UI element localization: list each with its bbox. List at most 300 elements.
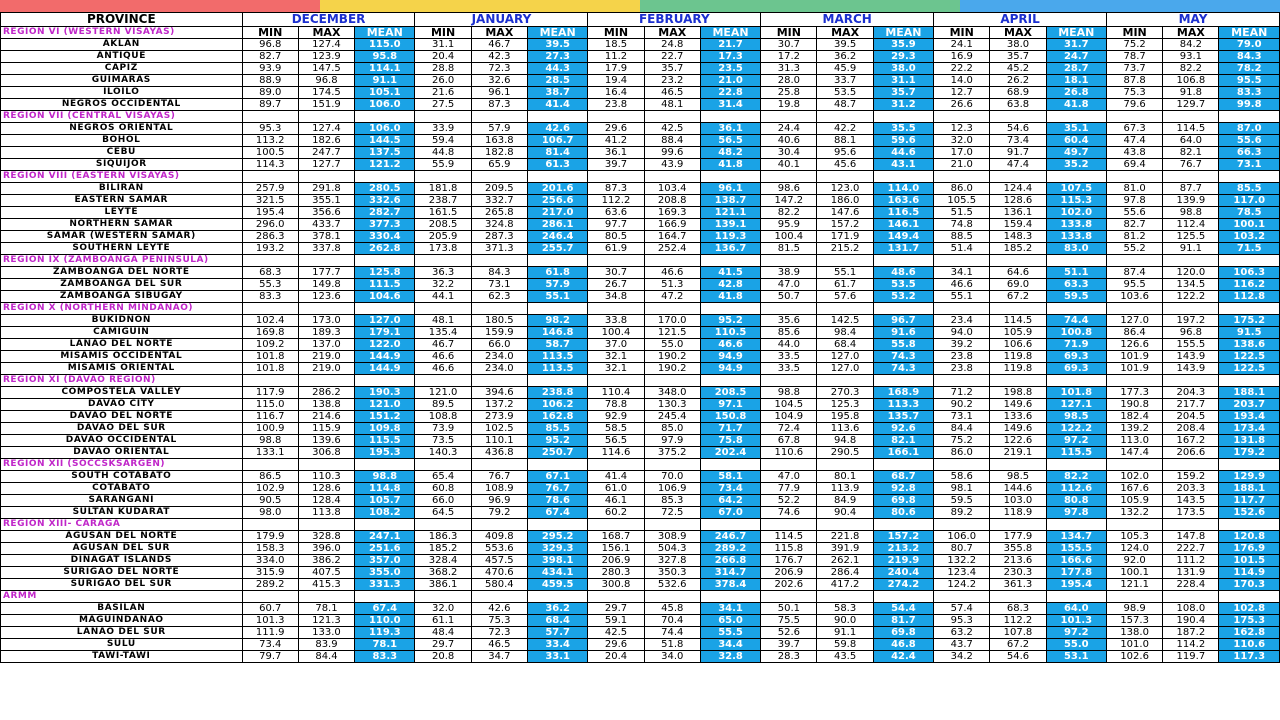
min-cell: 94.0: [934, 327, 990, 339]
max-cell: 47.2: [644, 291, 700, 303]
mean-cell: 357.0: [355, 555, 415, 567]
max-cell: 182.6: [298, 135, 354, 147]
mean-cell: 31.4: [700, 99, 760, 111]
mean-cell: 84.3: [1219, 51, 1280, 63]
max-cell: 180.5: [471, 315, 527, 327]
max-cell: 143.9: [1163, 363, 1219, 375]
max-header: MAX: [817, 27, 873, 39]
blank-cell: [990, 255, 1046, 267]
province-name: LANAO DEL SUR: [1, 627, 243, 639]
blank-cell: [242, 591, 298, 603]
table-row: [1, 639, 1280, 651]
min-cell: 100.9: [242, 423, 298, 435]
min-cell: 87.8: [1107, 75, 1163, 87]
min-cell: 101.9: [1107, 363, 1163, 375]
mean-cell: 44.6: [873, 147, 933, 159]
max-cell: 355.8: [990, 543, 1046, 555]
month-header: DECEMBER: [242, 13, 415, 27]
blank-cell: [817, 591, 873, 603]
table-row: [1, 99, 1280, 111]
blank-cell: [761, 255, 817, 267]
blank-cell: [355, 591, 415, 603]
max-cell: 102.5: [471, 423, 527, 435]
blank-cell: [873, 303, 933, 315]
max-cell: 245.4: [644, 411, 700, 423]
table-row: [1, 183, 1280, 195]
max-cell: 83.9: [298, 639, 354, 651]
blank-cell: [934, 375, 990, 387]
region-label: REGION VII (CENTRAL VISAYAS): [1, 111, 243, 123]
mean-cell: 26.8: [1046, 87, 1106, 99]
province-name: SURIGAO DEL NORTE: [1, 567, 243, 579]
mean-cell: 94.9: [700, 351, 760, 363]
min-cell: 97.7: [588, 219, 644, 231]
max-cell: 127.0: [817, 351, 873, 363]
mean-cell: 168.9: [873, 387, 933, 399]
max-cell: 138.8: [298, 399, 354, 411]
min-cell: 55.9: [415, 159, 471, 171]
min-cell: 20.4: [415, 51, 471, 63]
min-cell: 124.0: [1107, 543, 1163, 555]
min-cell: 100.5: [242, 147, 298, 159]
min-cell: 23.8: [934, 363, 990, 375]
blank-cell: [588, 111, 644, 123]
max-cell: 415.3: [298, 579, 354, 591]
max-cell: 76.7: [471, 471, 527, 483]
max-cell: 214.6: [298, 411, 354, 423]
mean-cell: 238.8: [527, 387, 587, 399]
table-row: [1, 411, 1280, 423]
max-cell: 65.9: [471, 159, 527, 171]
month-header: APRIL: [934, 13, 1107, 27]
max-cell: 55.1: [817, 267, 873, 279]
mean-cell: 33.4: [527, 639, 587, 651]
mean-cell: 55.5: [700, 627, 760, 639]
max-cell: 84.4: [298, 651, 354, 663]
table-row: [1, 567, 1280, 579]
min-cell: 101.0: [1107, 639, 1163, 651]
min-cell: 167.6: [1107, 483, 1163, 495]
blank-cell: [817, 303, 873, 315]
min-cell: 55.6: [1107, 207, 1163, 219]
min-cell: 59.4: [415, 135, 471, 147]
mean-cell: 255.7: [527, 243, 587, 255]
mean-cell: 21.0: [700, 75, 760, 87]
min-cell: 52.2: [761, 495, 817, 507]
max-cell: 94.8: [817, 435, 873, 447]
table-row: [1, 231, 1280, 243]
blank-cell: [1046, 171, 1106, 183]
min-cell: 61.9: [588, 243, 644, 255]
min-cell: 30.4: [761, 147, 817, 159]
blank-cell: [471, 459, 527, 471]
max-cell: 51.3: [644, 279, 700, 291]
min-cell: 52.6: [761, 627, 817, 639]
min-cell: 182.4: [1107, 411, 1163, 423]
mean-cell: 85.5: [1219, 183, 1280, 195]
mean-cell: 331.3: [355, 579, 415, 591]
mean-cell: 155.5: [1046, 543, 1106, 555]
min-cell: 98.6: [761, 183, 817, 195]
mean-cell: 53.1: [1046, 651, 1106, 663]
mean-cell: 64.0: [1046, 603, 1106, 615]
min-cell: 126.6: [1107, 339, 1163, 351]
province-name: DAVAO DEL NORTE: [1, 411, 243, 423]
mean-cell: 266.8: [700, 555, 760, 567]
blank-cell: [934, 255, 990, 267]
province-name: DAVAO ORIENTAL: [1, 447, 243, 459]
min-cell: 286.3: [242, 231, 298, 243]
blank-cell: [700, 459, 760, 471]
mean-cell: 48.6: [873, 267, 933, 279]
max-cell: 137.0: [298, 339, 354, 351]
max-cell: 123.6: [298, 291, 354, 303]
region-label: REGION XII (SOCCSKSARGEN): [1, 459, 243, 471]
min-cell: 96.8: [242, 39, 298, 51]
province-name: SIQUIJOR: [1, 159, 243, 171]
table-row: [1, 159, 1280, 171]
province-name: DAVAO DEL SUR: [1, 423, 243, 435]
max-cell: 64.6: [990, 267, 1046, 279]
max-cell: 115.9: [298, 423, 354, 435]
max-cell: 332.7: [471, 195, 527, 207]
province-name: LEYTE: [1, 207, 243, 219]
mean-cell: 203.7: [1219, 399, 1280, 411]
min-cell: 82.2: [761, 207, 817, 219]
blank-cell: [1046, 375, 1106, 387]
min-cell: 43.7: [934, 639, 990, 651]
max-cell: 234.0: [471, 363, 527, 375]
min-cell: 74.8: [934, 219, 990, 231]
province-name: COMPOSTELA VALLEY: [1, 387, 243, 399]
mean-cell: 177.8: [1046, 567, 1106, 579]
max-cell: 120.0: [1163, 267, 1219, 279]
max-cell: 113.9: [817, 483, 873, 495]
mean-cell: 355.0: [355, 567, 415, 579]
mean-cell: 83.3: [355, 651, 415, 663]
table-row: [1, 63, 1280, 75]
mean-cell: 41.8: [700, 159, 760, 171]
blank-cell: [471, 375, 527, 387]
max-cell: 38.0: [990, 39, 1046, 51]
max-cell: 45.6: [817, 159, 873, 171]
mean-cell: 219.9: [873, 555, 933, 567]
min-cell: 39.7: [588, 159, 644, 171]
table-row: [1, 423, 1280, 435]
min-cell: 296.0: [242, 219, 298, 231]
blank-cell: [471, 591, 527, 603]
min-cell: 32.1: [588, 351, 644, 363]
min-cell: 87.4: [1107, 267, 1163, 279]
blank-cell: [1163, 171, 1219, 183]
max-cell: 128.4: [298, 495, 354, 507]
mean-cell: 95.2: [700, 315, 760, 327]
blank-cell: [527, 459, 587, 471]
min-cell: 21.0: [934, 159, 990, 171]
min-cell: 41.4: [588, 471, 644, 483]
table-row: [1, 339, 1280, 351]
max-cell: 54.6: [990, 123, 1046, 135]
min-cell: 29.7: [415, 639, 471, 651]
mean-cell: 51.1: [1046, 267, 1106, 279]
max-cell: 270.3: [817, 387, 873, 399]
max-cell: 64.0: [1163, 135, 1219, 147]
mean-cell: 31.7: [1046, 39, 1106, 51]
mean-cell: 175.3: [1219, 615, 1280, 627]
blank-cell: [527, 255, 587, 267]
max-cell: 42.2: [817, 123, 873, 135]
max-cell: 327.8: [644, 555, 700, 567]
max-cell: 123.9: [298, 51, 354, 63]
min-cell: 23.8: [934, 351, 990, 363]
mean-cell: 113.5: [527, 351, 587, 363]
mean-cell: 262.8: [355, 243, 415, 255]
min-header: MIN: [242, 27, 298, 39]
min-cell: 40.6: [761, 135, 817, 147]
blank-cell: [242, 459, 298, 471]
mean-cell: 97.8: [1046, 507, 1106, 519]
mean-cell: 246.4: [527, 231, 587, 243]
max-cell: 111.2: [1163, 555, 1219, 567]
mean-cell: 107.5: [1046, 183, 1106, 195]
min-cell: 47.0: [761, 279, 817, 291]
mean-cell: 78.5: [1219, 207, 1280, 219]
min-cell: 77.9: [761, 483, 817, 495]
province-name: ANTIQUE: [1, 51, 243, 63]
min-cell: 20.8: [415, 651, 471, 663]
mean-cell: 149.4: [873, 231, 933, 243]
max-cell: 114.5: [990, 315, 1046, 327]
region-label: ARMM: [1, 591, 243, 603]
min-cell: 39.2: [934, 339, 990, 351]
blank-cell: [1107, 303, 1163, 315]
mean-header: MEAN: [873, 27, 933, 39]
max-cell: 125.3: [817, 399, 873, 411]
max-cell: 110.1: [471, 435, 527, 447]
color-top-bar: [0, 0, 1280, 12]
max-cell: 106.9: [644, 483, 700, 495]
blank-cell: [700, 171, 760, 183]
blank-cell: [644, 375, 700, 387]
mean-cell: 81.7: [873, 615, 933, 627]
mean-cell: 111.5: [355, 279, 415, 291]
month-header: FEBRUARY: [588, 13, 761, 27]
mean-cell: 247.1: [355, 531, 415, 543]
min-cell: 29.6: [588, 123, 644, 135]
min-cell: 80.7: [934, 543, 990, 555]
max-cell: 110.3: [298, 471, 354, 483]
max-cell: 114.5: [1163, 123, 1219, 135]
mean-cell: 150.8: [700, 411, 760, 423]
min-cell: 73.5: [415, 435, 471, 447]
province-name: EASTERN SAMAR: [1, 195, 243, 207]
min-cell: 121.1: [1107, 579, 1163, 591]
mean-cell: 110.6: [1219, 639, 1280, 651]
mean-cell: 83.3: [1219, 87, 1280, 99]
blank-cell: [644, 519, 700, 531]
min-cell: 139.2: [1107, 423, 1163, 435]
min-cell: 69.4: [1107, 159, 1163, 171]
max-cell: 34.7: [471, 651, 527, 663]
blank-cell: [817, 171, 873, 183]
mean-cell: 29.3: [873, 51, 933, 63]
mean-cell: 121.1: [700, 207, 760, 219]
max-cell: 45.8: [644, 603, 700, 615]
min-cell: 31.1: [415, 39, 471, 51]
min-cell: 26.0: [415, 75, 471, 87]
mean-cell: 98.8: [355, 471, 415, 483]
mean-cell: 91.6: [873, 327, 933, 339]
province-name: NEGROS ORIENTAL: [1, 123, 243, 135]
max-cell: 121.3: [298, 615, 354, 627]
mean-cell: 60.4: [1046, 135, 1106, 147]
mean-cell: 100.1: [1219, 219, 1280, 231]
mean-cell: 119.3: [355, 627, 415, 639]
mean-cell: 98.2: [527, 315, 587, 327]
min-cell: 25.8: [761, 87, 817, 99]
blank-cell: [242, 111, 298, 123]
table-row: [1, 207, 1280, 219]
blank-cell: [873, 591, 933, 603]
blank-cell: [415, 459, 471, 471]
mean-cell: 41.4: [527, 99, 587, 111]
mean-cell: 282.7: [355, 207, 415, 219]
mean-cell: 91.5: [1219, 327, 1280, 339]
max-cell: 106.6: [990, 339, 1046, 351]
max-cell: 291.8: [298, 183, 354, 195]
blank-cell: [298, 171, 354, 183]
mean-cell: 134.7: [1046, 531, 1106, 543]
min-cell: 65.4: [415, 471, 471, 483]
max-cell: 532.6: [644, 579, 700, 591]
mean-cell: 115.5: [1046, 447, 1106, 459]
max-cell: 219.0: [298, 351, 354, 363]
blank-cell: [355, 375, 415, 387]
min-cell: 89.0: [242, 87, 298, 99]
max-cell: 287.3: [471, 231, 527, 243]
province-name: SOUTHERN LEYTE: [1, 243, 243, 255]
min-cell: 67.3: [1107, 123, 1163, 135]
mean-cell: 43.1: [873, 159, 933, 171]
min-cell: 113.0: [1107, 435, 1163, 447]
min-cell: 88.5: [934, 231, 990, 243]
max-cell: 206.6: [1163, 447, 1219, 459]
min-cell: 60.8: [415, 483, 471, 495]
region-label: REGION VI (WESTERN VISAYAS): [1, 27, 243, 39]
table-row: [1, 483, 1280, 495]
max-cell: 133.0: [298, 627, 354, 639]
max-cell: 84.2: [1163, 39, 1219, 51]
max-cell: 151.9: [298, 99, 354, 111]
blank-cell: [644, 255, 700, 267]
mean-cell: 129.9: [1219, 471, 1280, 483]
max-cell: 106.8: [1163, 75, 1219, 87]
blank-cell: [415, 375, 471, 387]
min-cell: 60.2: [588, 507, 644, 519]
min-cell: 124.2: [934, 579, 990, 591]
min-cell: 32.0: [415, 603, 471, 615]
mean-header: MEAN: [700, 27, 760, 39]
mean-cell: 66.3: [1219, 147, 1280, 159]
blank-cell: [700, 111, 760, 123]
min-header: MIN: [934, 27, 990, 39]
max-cell: 371.3: [471, 243, 527, 255]
max-cell: 118.9: [990, 507, 1046, 519]
mean-cell: 201.6: [527, 183, 587, 195]
blank-cell: [761, 459, 817, 471]
blank-cell: [471, 519, 527, 531]
min-cell: 44.1: [415, 291, 471, 303]
max-cell: 394.6: [471, 387, 527, 399]
blank-cell: [934, 303, 990, 315]
min-cell: 92.9: [588, 411, 644, 423]
mean-cell: 217.0: [527, 207, 587, 219]
min-cell: 195.4: [242, 207, 298, 219]
max-cell: 47.4: [990, 159, 1046, 171]
min-cell: 17.0: [934, 147, 990, 159]
region-label: REGION XI (DAVAO REGION): [1, 375, 243, 387]
mean-cell: 146.8: [527, 327, 587, 339]
blank-cell: [298, 375, 354, 387]
blank-cell: [1046, 111, 1106, 123]
min-cell: 87.3: [588, 183, 644, 195]
mean-cell: 71.5: [1219, 243, 1280, 255]
blank-cell: [471, 171, 527, 183]
min-cell: 35.6: [761, 315, 817, 327]
min-cell: 157.3: [1107, 615, 1163, 627]
blank-cell: [1107, 591, 1163, 603]
blank-cell: [817, 255, 873, 267]
min-cell: 106.0: [934, 531, 990, 543]
blank-cell: [527, 375, 587, 387]
mean-cell: 61.3: [527, 159, 587, 171]
min-cell: 28.0: [761, 75, 817, 87]
min-cell: 169.8: [242, 327, 298, 339]
max-cell: 58.3: [817, 603, 873, 615]
max-cell: 348.0: [644, 387, 700, 399]
min-cell: 202.6: [761, 579, 817, 591]
max-cell: 68.4: [817, 339, 873, 351]
max-cell: 112.4: [1163, 219, 1219, 231]
blank-cell: [355, 459, 415, 471]
min-cell: 12.3: [934, 123, 990, 135]
province-name: ZAMBOANGA DEL SUR: [1, 279, 243, 291]
min-cell: 83.3: [242, 291, 298, 303]
blank-cell: [415, 255, 471, 267]
blank-cell: [761, 171, 817, 183]
mean-cell: 166.6: [1046, 555, 1106, 567]
mean-cell: 195.3: [355, 447, 415, 459]
min-cell: 32.2: [415, 279, 471, 291]
max-cell: 252.4: [644, 243, 700, 255]
max-cell: 66.0: [471, 339, 527, 351]
mean-cell: 434.1: [527, 567, 587, 579]
min-cell: 37.0: [588, 339, 644, 351]
mean-cell: 95.5: [1219, 75, 1280, 87]
mean-cell: 246.7: [700, 531, 760, 543]
blank-cell: [1219, 375, 1280, 387]
mean-cell: 188.1: [1219, 483, 1280, 495]
mean-cell: 122.2: [1046, 423, 1106, 435]
max-cell: 26.2: [990, 75, 1046, 87]
mean-cell: 67.0: [700, 507, 760, 519]
blank-cell: [1219, 591, 1280, 603]
min-cell: 132.2: [1107, 507, 1163, 519]
province-name: DAVAO CITY: [1, 399, 243, 411]
min-cell: 64.5: [415, 507, 471, 519]
min-cell: 132.2: [934, 555, 990, 567]
blank-cell: [761, 591, 817, 603]
